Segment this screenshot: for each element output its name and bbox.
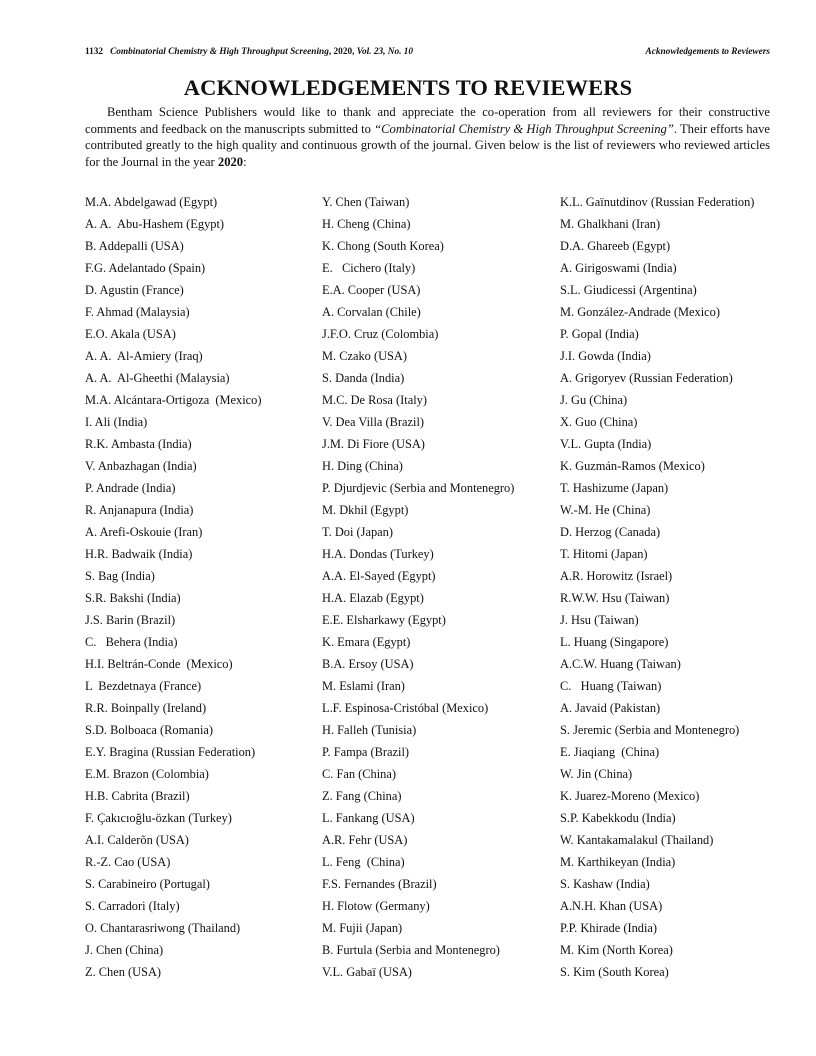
reviewer-entry: B. Furtula (Serbia and Montenegro): [322, 943, 500, 957]
reviewer-entry: K. Guzmán-Ramos (Mexico): [560, 459, 705, 473]
intro-paragraph: [85, 104, 770, 170]
reviewer-entry: H.A. Dondas (Turkey): [322, 547, 434, 561]
reviewer-entry: W. Jin (China): [560, 767, 633, 781]
reviewer-entry: S. Kashaw (India): [560, 877, 650, 891]
reviewer-entry: F. Ahmad (Malaysia): [85, 305, 190, 319]
reviewer-entry: F.S. Fernandes (Brazil): [322, 877, 437, 891]
reviewer-entry: A. Javaid (Pakistan): [560, 701, 661, 715]
reviewer-entry: P. Djurdjevic (Serbia and Montenegro): [322, 481, 515, 495]
reviewer-entry: A.C.W. Huang (Taiwan): [560, 657, 681, 671]
reviewer-entry: D.A. Ghareeb (Egypt): [560, 239, 671, 253]
reviewer-entry: J. Hsu (Taiwan): [560, 613, 639, 627]
reviewer-entry: A.I. Calderõn (USA): [85, 833, 189, 847]
reviewer-entry: K. Emara (Egypt): [322, 635, 411, 649]
reviewer-entry: K. Chong (South Korea): [322, 239, 444, 253]
reviewer-entry: A. Grigoryev (Russian Federation): [560, 371, 733, 385]
intro-text: Bentham Science Publishers would like to thank and appreciate the co-operation from all reviewers for their constructive comments and feedback on the manuscripts submitted to: [85, 105, 770, 136]
reviewer-entry: F.G. Adelantado (Spain): [85, 261, 206, 275]
reviewer-entry: R.W.W. Hsu (Taiwan): [560, 591, 670, 605]
running-header: [85, 47, 770, 57]
reviewer-entry: M. Fujii (Japan): [322, 921, 403, 935]
reviewer-entry: H. Ding (China): [322, 459, 403, 473]
reviewer-entry: A. Girigoswami (India): [560, 261, 677, 275]
intro-journal-quote: “Combinatorial Chemistry & High Throughput Screening”: [374, 121, 674, 136]
reviewer-entry: O. Chantarasriwong (Thailand): [85, 921, 241, 935]
reviewer-entry: H.R. Badwaik (India): [85, 547, 193, 561]
reviewer-entry: S. Carabineiro (Portugal): [85, 877, 210, 891]
reviewer-entry: C. Fan (China): [322, 767, 396, 781]
reviewer-entry: A. A. Abu-Hashem (Egypt): [85, 217, 225, 231]
reviewer-entry: E.E. Elsharkawy (Egypt): [322, 613, 446, 627]
reviewer-entry: S.L. Giudicessi (Argentina): [560, 283, 697, 297]
reviewer-entry: H.I. Beltrán-Conde (Mexico): [85, 657, 233, 671]
reviewer-entry: E. Jiaqiang (China): [560, 745, 660, 759]
reviewer-entry: E.Y. Bragina (Russian Federation): [85, 745, 256, 759]
reviewer-entry: M.A. Alcántara-Ortigoza (Mexico): [85, 393, 262, 407]
reviewer-entry: V. Dea Villa (Brazil): [322, 415, 425, 429]
reviewer-entry: M. Dkhil (Egypt): [322, 503, 409, 517]
reviewer-entry: A. A. Al-Amiery (Iraq): [85, 349, 203, 363]
reviewer-entry: A.R. Horowitz (Israel): [560, 569, 673, 583]
reviewer-entry: J.S. Barin (Brazil): [85, 613, 176, 627]
reviewer-column-2: [322, 193, 514, 985]
reviewer-entry: H.B. Cabrita (Brazil): [85, 789, 190, 803]
reviewer-entry: T. Hashizume (Japan): [560, 481, 669, 495]
reviewer-entry: S. Kim (South Korea): [560, 965, 669, 979]
reviewer-entry: T. Hitomi (Japan): [560, 547, 648, 561]
reviewer-entry: J. Chen (China): [85, 943, 164, 957]
reviewer-entry: J.F.O. Cruz (Colombia): [322, 327, 439, 341]
reviewer-entry: C. Huang (Taiwan): [560, 679, 662, 693]
reviewer-entry: S. Jeremic (Serbia and Montenegro): [560, 723, 740, 737]
page-title: ACKNOWLEDGEMENTS TO REVIEWERS: [183, 75, 633, 100]
reviewer-entry: C. Behera (India): [85, 635, 178, 649]
reviewer-entry: K. Juarez-Moreno (Mexico): [560, 789, 700, 803]
reviewer-entry: L Bezdetnaya (France): [85, 679, 202, 693]
reviewer-entry: V.L. Gabaï (USA): [322, 965, 412, 979]
journal-volume: Vol. 23, No. 10: [356, 47, 414, 57]
reviewer-entry: W.-M. He (China): [560, 503, 651, 517]
reviewer-entry: D. Agustin (France): [85, 283, 184, 297]
reviewer-entry: L. Feng (China): [322, 855, 405, 869]
reviewer-entry: M.C. De Rosa (Italy): [322, 393, 427, 407]
reviewer-entry: L.F. Espinosa-Cristóbal (Mexico): [322, 701, 489, 715]
reviewer-column-1: [85, 193, 262, 985]
header-left: 1132 Combinatorial Chemistry & High Throughput Screening, 2020, Vol. 23, No. 10: [85, 47, 414, 57]
reviewer-column-3: [560, 193, 754, 985]
reviewer-entry: E. Cichero (Italy): [322, 261, 416, 275]
journal-name: Combinatorial Chemistry & High Throughput Screening: [110, 47, 329, 57]
reviewer-entry: M. Kim (North Korea): [560, 943, 673, 957]
reviewer-entry: S. Danda (India): [322, 371, 405, 385]
reviewer-entry: A. Arefi-Oskouie (Iran): [85, 525, 203, 539]
reviewer-entry: A.R. Fehr (USA): [322, 833, 408, 847]
reviewer-entry: Y. Chen (Taiwan): [322, 195, 410, 209]
reviewer-entry: Z. Chen (USA): [85, 965, 162, 979]
reviewer-entry: S.D. Bolboaca (Romania): [85, 723, 214, 737]
reviewer-entry: P. Fampa (Brazil): [322, 745, 410, 759]
journal-year: 2020: [333, 47, 353, 57]
reviewer-entry: H. Falleh (Tunisia): [322, 723, 417, 737]
reviewer-entry: J. Gu (China): [560, 393, 628, 407]
reviewer-entry: D. Herzog (Canada): [560, 525, 661, 539]
reviewer-entry: R.R. Boinpally (Ireland): [85, 701, 207, 715]
reviewer-entry: P. Gopal (India): [560, 327, 639, 341]
reviewer-entry: A.A. El-Sayed (Egypt): [322, 569, 436, 583]
reviewer-entry: J.M. Di Fiore (USA): [322, 437, 425, 451]
reviewer-entry: R.-Z. Cao (USA): [85, 855, 171, 869]
reviewer-entry: J.I. Gowda (India): [560, 349, 651, 363]
reviewer-entry: B. Addepalli (USA): [85, 239, 184, 253]
reviewer-entry: E.M. Brazon (Colombia): [85, 767, 209, 781]
reviewer-entry: S. Bag (India): [85, 569, 155, 583]
reviewer-entry: E.O. Akala (USA): [85, 327, 176, 341]
section-name: Acknowledgements to Reviewers: [645, 47, 770, 57]
reviewer-entry: B.A. Ersoy (USA): [322, 657, 414, 671]
reviewer-entry: M. Ghalkhani (Iran): [560, 217, 661, 231]
reviewer-entry: A.N.H. Khan (USA): [560, 899, 663, 913]
reviewer-entry: S.R. Bakshi (India): [85, 591, 181, 605]
reviewer-entry: M. González-Andrade (Mexico): [560, 305, 720, 319]
reviewer-entry: S.P. Kabekkodu (India): [560, 811, 676, 825]
reviewer-entry: A. A. Al-Gheethi (Malaysia): [85, 371, 230, 385]
reviewer-entry: W. Kantakamalakul (Thailand): [560, 833, 714, 847]
reviewer-entry: L. Fankang (USA): [322, 811, 415, 825]
reviewer-entry: F. Çakıcıoğlu-özkan (Turkey): [85, 811, 232, 825]
reviewer-entry: X. Guo (China): [560, 415, 638, 429]
reviewer-entry: M. Eslami (Iran): [322, 679, 405, 693]
reviewer-entry: M. Karthikeyan (India): [560, 855, 676, 869]
reviewer-entry: R. Anjanapura (India): [85, 503, 194, 517]
reviewer-entry: M. Czako (USA): [322, 349, 408, 363]
page-number: 1132: [85, 47, 104, 57]
reviewer-entry: H.A. Elazab (Egypt): [322, 591, 424, 605]
reviewer-entry: M.A. Abdelgawad (Egypt): [85, 195, 218, 209]
reviewer-entry: I. Ali (India): [85, 415, 148, 429]
intro-text-middle: . Their efforts have contributed greatly to the high quality and continuous growth of the journal. Given below is the list of reviewers who reviewed articles for the Journal in the year: [85, 121, 770, 169]
reviewer-entry: E.A. Cooper (USA): [322, 283, 421, 297]
reviewer-entry: R.K. Ambasta (India): [85, 437, 192, 451]
reviewer-entry: V. Anbazhagan (India): [85, 459, 197, 473]
reviewer-entry: V.L. Gupta (India): [560, 437, 652, 451]
reviewer-entry: P.P. Khirade (India): [560, 921, 658, 935]
reviewer-entry: Z. Fang (China): [322, 789, 402, 803]
reviewer-entry: L. Huang (Singapore): [560, 635, 669, 649]
reviewer-entry: H. Cheng (China): [322, 217, 411, 231]
reviewer-entry: A. Corvalan (Chile): [322, 305, 421, 319]
intro-text-end: :: [243, 154, 247, 169]
reviewer-entry: H. Flotow (Germany): [322, 899, 430, 913]
reviewer-entry: S. Carradori (Italy): [85, 899, 180, 913]
intro-year: 2020: [217, 154, 244, 169]
reviewer-entry: K.L. Gaïnutdinov (Russian Federation): [560, 195, 755, 209]
reviewer-entry: P. Andrade (India): [85, 481, 176, 495]
reviewer-entry: T. Doi (Japan): [322, 525, 393, 539]
